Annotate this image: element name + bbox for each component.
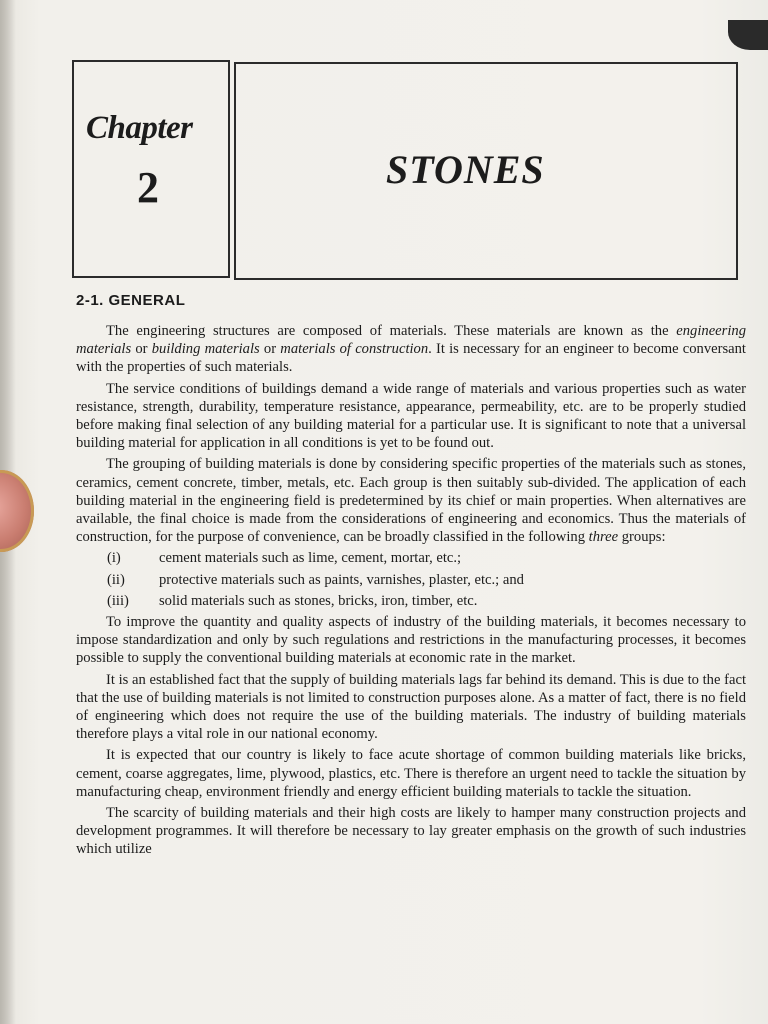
chapter-number: 2 bbox=[137, 163, 159, 212]
paragraph-5: It is an established fact that the supply of building materials lags far behind its demand. This is due to the fact that the use of building materials is not limited to construction purposes alone. As a matter of fact, there is no field of engineering which does not require the use of the building materials. The industry of building materials therefore plays a vital role in our national economy. bbox=[76, 671, 746, 743]
chapter-label: Chapter bbox=[86, 110, 193, 146]
paragraph-1: The engineering structures are composed of materials. These materials are known as the engineering materials or building materials or materials of construction. It is necessary for an engineer to become conversant with the properties of such materials. bbox=[76, 323, 746, 376]
list-item: (i) cement materials such as lime, cement, mortar, etc.; bbox=[107, 550, 462, 567]
paragraph-2: The service conditions of buildings demand a wide range of materials and various properties such as water resistance, strength, durability, temperature resistance, appearance, permeability, etc. are to be properly studied before making final selection of any building material for a particular use. It is significant to note that a universal building material for application in all conditions is yet to be found out. bbox=[76, 380, 746, 452]
list-item: (ii) protective materials such as paints, varnishes, plaster, etc.; and bbox=[107, 571, 524, 588]
paragraph-6: It is expected that our country is likely to face acute shortage of common building materials like bricks, cement, coarse aggregates, lime, plywood, plastics, etc. There is therefore an urgent need to tackle the situation by manufacturing cheap, environment friendly and energy efficient building materials to tackle the situation. bbox=[76, 747, 746, 800]
paragraph-4: To improve the quantity and quality aspects of industry of the building materials, it becomes necessary to impose standardization and only by such regulations and restrictions in the manufacturing processes, it becomes possible to supply the conventional building materials at economic rate in the market. bbox=[76, 614, 746, 667]
list-item: (iii) solid materials such as stones, bricks, iron, timber, etc. bbox=[107, 592, 478, 609]
material-groups-list bbox=[76, 549, 746, 610]
section-heading: 2-1. GENERAL bbox=[76, 292, 186, 309]
paragraph-3: The grouping of building materials is done by considering specific properties of the materials such as stones, ceramics, cement concrete, timber, metals, etc. Each group is then suitably sub-divided. The application of each building material in the engineering field is predetermined by its chief or main properties. When alternatives are available, the final choice is made from the considerations of engineering and economics. Thus the materials of construction, for the purpose of convenience, can be broadly classified in the following three groups: bbox=[76, 456, 746, 546]
page-corner bbox=[728, 20, 768, 50]
chapter-title: STONES bbox=[386, 147, 545, 192]
thumb-image bbox=[0, 470, 34, 552]
paragraph-7: The scarcity of building materials and their high costs are likely to hamper many construction projects and development programmes. It will therefore be necessary to lay greater emphasis on the growth of such industries which utilize bbox=[76, 805, 746, 858]
body-text bbox=[76, 322, 746, 862]
